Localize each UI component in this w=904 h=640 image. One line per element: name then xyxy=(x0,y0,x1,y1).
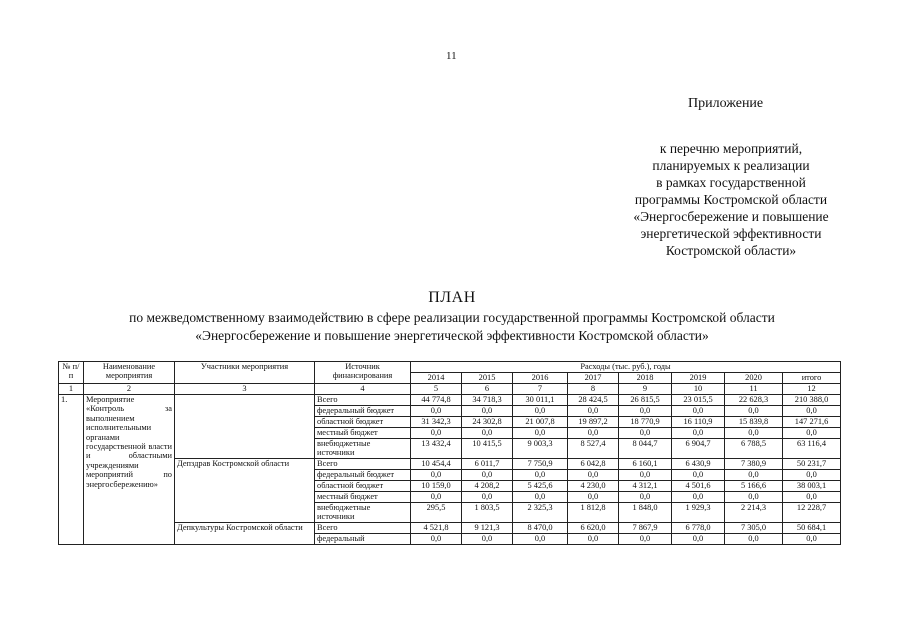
value-cell: 8 470,0 xyxy=(513,523,568,534)
value-cell: 0,0 xyxy=(462,492,513,503)
value-cell: 21 007,8 xyxy=(513,417,568,428)
value-cell: 5 425,6 xyxy=(513,481,568,492)
header-year: 2019 xyxy=(672,373,725,384)
column-number: 4 xyxy=(315,384,411,395)
value-cell: 22 628,3 xyxy=(725,395,783,406)
appendix-text xyxy=(600,140,862,259)
value-cell: 0,0 xyxy=(619,406,672,417)
value-cell: 0,0 xyxy=(411,470,462,481)
header-year: 2017 xyxy=(568,373,619,384)
value-cell: 1 812,8 xyxy=(568,503,619,523)
total-cell: 210 388,0 xyxy=(783,395,841,406)
value-cell: 0,0 xyxy=(568,534,619,545)
value-cell: 6 042,8 xyxy=(568,459,619,470)
value-cell: 0,0 xyxy=(513,534,568,545)
total-cell: 0,0 xyxy=(783,534,841,545)
value-cell: 0,0 xyxy=(725,470,783,481)
value-cell: 6 620,0 xyxy=(568,523,619,534)
value-cell: 0,0 xyxy=(619,428,672,439)
value-cell: 7 305,0 xyxy=(725,523,783,534)
source-cell: местный бюджет xyxy=(315,492,411,503)
value-cell: 0,0 xyxy=(411,534,462,545)
source-cell: федеральный бюджет xyxy=(315,406,411,417)
source-cell: областной бюджет xyxy=(315,417,411,428)
value-cell: 295,5 xyxy=(411,503,462,523)
value-cell: 15 839,8 xyxy=(725,417,783,428)
value-cell: 0,0 xyxy=(568,492,619,503)
appendix-title: Приложение xyxy=(688,96,764,111)
value-cell: 0,0 xyxy=(619,534,672,545)
value-cell: 5 166,6 xyxy=(725,481,783,492)
value-cell: 0,0 xyxy=(725,406,783,417)
value-cell: 0,0 xyxy=(462,428,513,439)
value-cell: 4 208,2 xyxy=(462,481,513,492)
total-cell: 38 003,1 xyxy=(783,481,841,492)
appendix-line: «Энергосбережение и повышение xyxy=(633,209,829,224)
header-year: 2018 xyxy=(619,373,672,384)
value-cell: 1 848,0 xyxy=(619,503,672,523)
total-cell: 0,0 xyxy=(783,492,841,503)
value-cell: 19 897,2 xyxy=(568,417,619,428)
source-cell: внебюджетные источники xyxy=(315,439,411,459)
header-num: № п/п xyxy=(59,362,84,384)
value-cell: 2 325,3 xyxy=(513,503,568,523)
value-cell: 10 454,4 xyxy=(411,459,462,470)
total-cell: 0,0 xyxy=(783,428,841,439)
value-cell: 0,0 xyxy=(513,492,568,503)
source-cell: Всего xyxy=(315,523,411,534)
header-expenses: Расходы (тыс. руб.), годы xyxy=(411,362,841,373)
value-cell: 0,0 xyxy=(462,470,513,481)
value-cell: 0,0 xyxy=(619,470,672,481)
value-cell: 7 380,9 xyxy=(725,459,783,470)
value-cell: 0,0 xyxy=(619,492,672,503)
column-number: 9 xyxy=(619,384,672,395)
value-cell: 0,0 xyxy=(462,534,513,545)
value-cell: 4 312,1 xyxy=(619,481,672,492)
total-cell: 50 684,1 xyxy=(783,523,841,534)
value-cell: 0,0 xyxy=(672,428,725,439)
value-cell: 0,0 xyxy=(725,534,783,545)
appendix-line: энергетической эффективности xyxy=(640,226,822,241)
value-cell: 24 302,8 xyxy=(462,417,513,428)
value-cell: 6 778,0 xyxy=(672,523,725,534)
header-year: 2014 xyxy=(411,373,462,384)
column-number: 12 xyxy=(783,384,841,395)
value-cell: 0,0 xyxy=(462,406,513,417)
value-cell: 6 788,5 xyxy=(725,439,783,459)
column-numbers-row xyxy=(59,384,841,395)
value-cell: 31 342,3 xyxy=(411,417,462,428)
value-cell: 0,0 xyxy=(568,428,619,439)
appendix-line: к перечню мероприятий, xyxy=(659,141,803,156)
page-number: 11 xyxy=(446,50,457,62)
value-cell: 6 904,7 xyxy=(672,439,725,459)
source-cell: областной бюджет xyxy=(315,481,411,492)
value-cell: 26 815,5 xyxy=(619,395,672,406)
total-cell: 50 231,7 xyxy=(783,459,841,470)
column-number: 5 xyxy=(411,384,462,395)
value-cell: 10 415,5 xyxy=(462,439,513,459)
value-cell: 4 521,8 xyxy=(411,523,462,534)
participant-cell: Депздрав Костромской области xyxy=(175,459,315,523)
value-cell: 1 929,3 xyxy=(672,503,725,523)
table-row xyxy=(59,459,841,470)
source-cell: федеральный xyxy=(315,534,411,545)
value-cell: 28 424,5 xyxy=(568,395,619,406)
value-cell: 0,0 xyxy=(568,470,619,481)
header-year: 2020 xyxy=(725,373,783,384)
column-number: 6 xyxy=(462,384,513,395)
total-cell: 0,0 xyxy=(783,470,841,481)
participant-cell: Депкультуры Костромской области xyxy=(175,523,315,545)
plan-subtitle-line: «Энергосбережение и повышение энергетической эффективности Костромской области» xyxy=(195,328,709,343)
plan-subtitle-line: по межведомственному взаимодействию в сфере реализации государственной программы Костромской области xyxy=(129,310,775,325)
value-cell: 7 750,9 xyxy=(513,459,568,470)
value-cell: 7 867,9 xyxy=(619,523,672,534)
column-number: 7 xyxy=(513,384,568,395)
value-cell: 0,0 xyxy=(725,492,783,503)
value-cell: 0,0 xyxy=(672,534,725,545)
header-participants: Участники мероприятия xyxy=(175,362,315,384)
total-cell: 147 271,6 xyxy=(783,417,841,428)
value-cell: 6 011,7 xyxy=(462,459,513,470)
value-cell: 6 430,9 xyxy=(672,459,725,470)
value-cell: 4 230,0 xyxy=(568,481,619,492)
value-cell: 8 044,7 xyxy=(619,439,672,459)
row-number: 1. xyxy=(59,395,84,545)
column-number: 2 xyxy=(84,384,175,395)
total-cell: 12 228,7 xyxy=(783,503,841,523)
appendix-line: планируемых к реализации xyxy=(652,158,810,173)
value-cell: 9 121,3 xyxy=(462,523,513,534)
value-cell: 0,0 xyxy=(513,428,568,439)
value-cell: 0,0 xyxy=(672,406,725,417)
value-cell: 0,0 xyxy=(411,428,462,439)
appendix-line: в рамках государственной xyxy=(656,175,806,190)
table-row xyxy=(59,523,841,534)
value-cell: 1 803,5 xyxy=(462,503,513,523)
header-source: Источник финансирования xyxy=(315,362,411,384)
value-cell: 18 770,9 xyxy=(619,417,672,428)
appendix-line: Костромской области» xyxy=(665,243,797,258)
header-year: 2015 xyxy=(462,373,513,384)
value-cell: 0,0 xyxy=(672,492,725,503)
measure-name: Мероприятие «Контроль за выполнением исполнительными органами государственной власти и областными учреждениями мероприятий по энергосбережению» xyxy=(84,395,175,545)
participant-cell xyxy=(175,395,315,459)
value-cell: 44 774,8 xyxy=(411,395,462,406)
column-number: 8 xyxy=(568,384,619,395)
column-number: 11 xyxy=(725,384,783,395)
value-cell: 6 160,1 xyxy=(619,459,672,470)
table-header-row xyxy=(59,362,841,373)
total-cell: 63 116,4 xyxy=(783,439,841,459)
column-number: 3 xyxy=(175,384,315,395)
value-cell: 16 110,9 xyxy=(672,417,725,428)
value-cell: 4 501,6 xyxy=(672,481,725,492)
value-cell: 2 214,3 xyxy=(725,503,783,523)
appendix-line: программы Костромской области xyxy=(634,192,828,207)
value-cell: 0,0 xyxy=(513,406,568,417)
total-cell: 0,0 xyxy=(783,406,841,417)
column-number: 10 xyxy=(672,384,725,395)
header-total: итого xyxy=(783,373,841,384)
value-cell: 0,0 xyxy=(725,428,783,439)
value-cell: 10 159,0 xyxy=(411,481,462,492)
source-cell: Всего xyxy=(315,395,411,406)
plan-subtitle xyxy=(0,309,904,345)
value-cell: 34 718,3 xyxy=(462,395,513,406)
source-cell: федеральный бюджет xyxy=(315,470,411,481)
value-cell: 0,0 xyxy=(672,470,725,481)
plan-table xyxy=(58,361,841,545)
value-cell: 0,0 xyxy=(513,470,568,481)
source-cell: местный бюджет xyxy=(315,428,411,439)
header-measure: Наименование мероприятия xyxy=(84,362,175,384)
value-cell: 0,0 xyxy=(411,406,462,417)
value-cell: 8 527,4 xyxy=(568,439,619,459)
value-cell: 13 432,4 xyxy=(411,439,462,459)
header-year: 2016 xyxy=(513,373,568,384)
value-cell: 23 015,5 xyxy=(672,395,725,406)
source-cell: внебюджетные источники xyxy=(315,503,411,523)
value-cell: 9 003,3 xyxy=(513,439,568,459)
source-cell: Всего xyxy=(315,459,411,470)
column-number: 1 xyxy=(59,384,84,395)
value-cell: 0,0 xyxy=(411,492,462,503)
value-cell: 30 011,1 xyxy=(513,395,568,406)
value-cell: 0,0 xyxy=(568,406,619,417)
plan-title: ПЛАН xyxy=(428,289,476,306)
table-row xyxy=(59,395,841,406)
